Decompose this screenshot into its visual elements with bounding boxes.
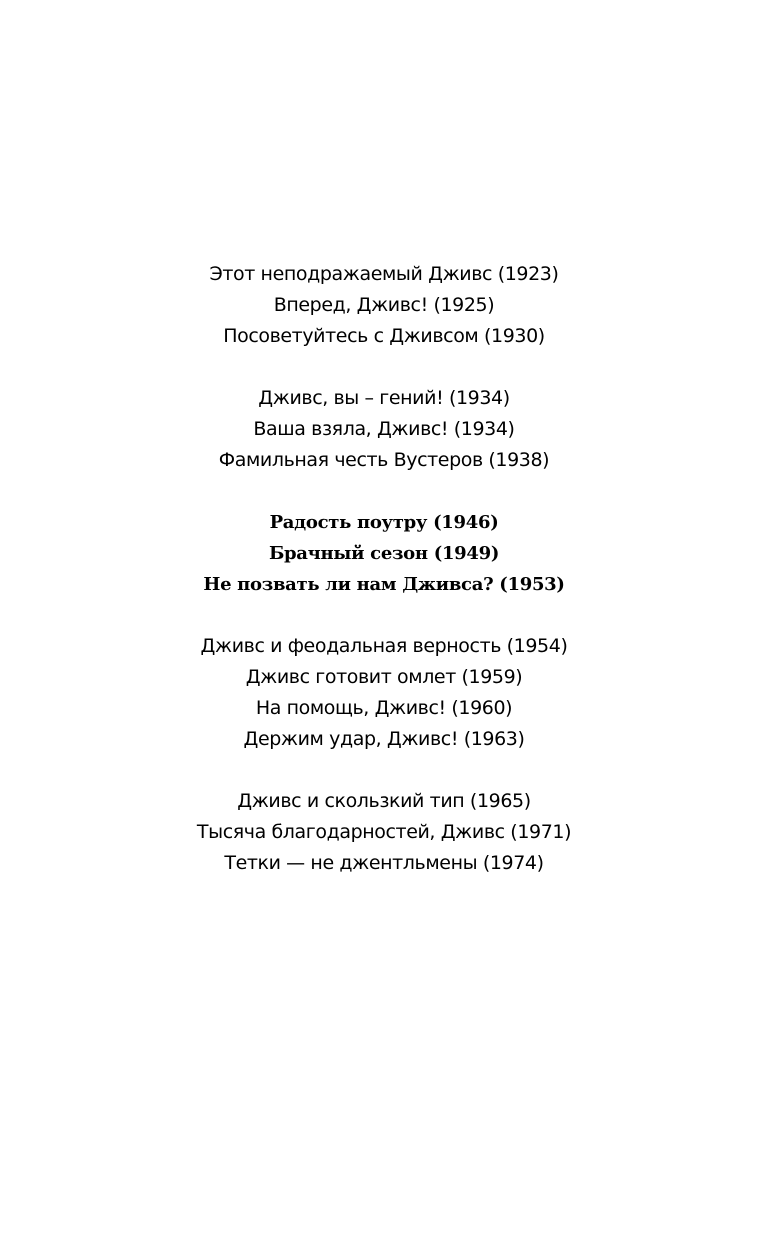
title-group-1: [0, 259, 768, 352]
book-title: Ваша взяла, Дживс! (1934): [253, 418, 515, 440]
book-title: Посоветуйтесь с Дживсом (1930): [223, 325, 545, 347]
book-title: Дживс, вы – гений! (1934): [258, 387, 510, 409]
book-title: Вперед, Дживс! (1925): [273, 294, 495, 316]
title-group-5: [0, 786, 768, 879]
book-list: [0, 259, 768, 910]
book-title: Дживс и скользкий тип (1965): [237, 790, 531, 812]
book-title: Тетки — не джентльмены (1974): [224, 852, 544, 874]
book-title: Фамильная честь Вустеров (1938): [218, 449, 550, 471]
book-title-bold: Брачный сезон (1949): [268, 543, 500, 564]
book-title: Дживс готовит омлет (1959): [245, 666, 523, 688]
book-title: На помощь, Дживс! (1960): [255, 697, 513, 719]
book-title: Держим удар, Дживс! (1963): [243, 728, 525, 750]
title-group-3-current-volumes: [0, 507, 768, 600]
book-title: Тысяча благодарностей, Дживс (1971): [196, 821, 572, 843]
book-title: Этот неподражаемый Дживс (1923): [209, 263, 559, 285]
title-group-4: [0, 631, 768, 755]
title-group-2: [0, 383, 768, 476]
book-title-bold: Радость поутру (1946): [269, 512, 499, 533]
book-title: Дживс и феодальная верность (1954): [200, 635, 568, 657]
book-title-bold: Не позвать ли нам Дживса? (1953): [203, 574, 565, 595]
